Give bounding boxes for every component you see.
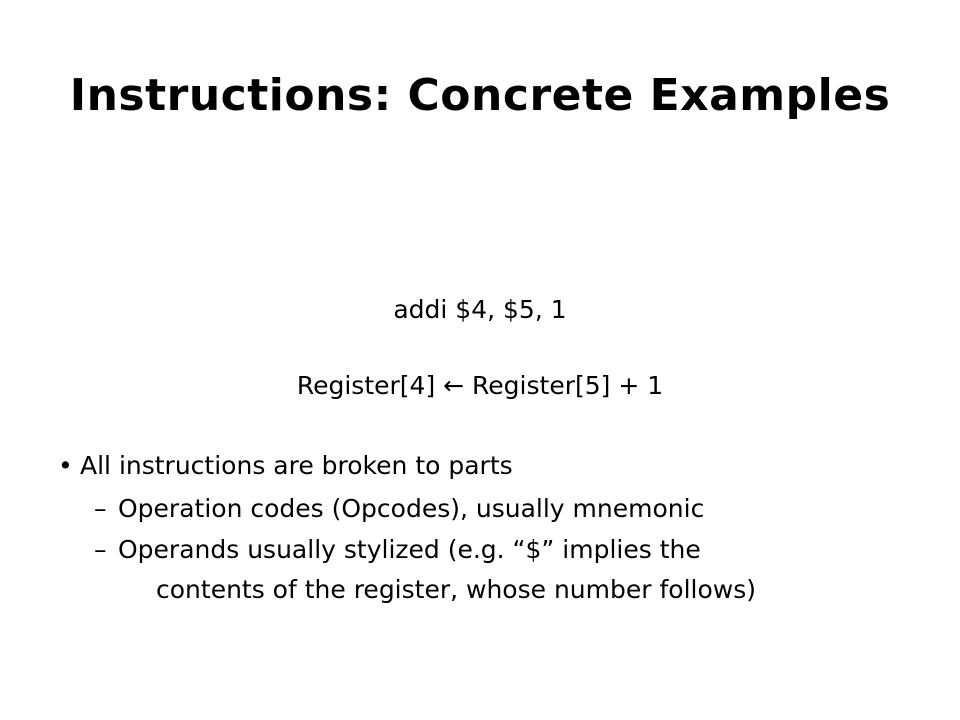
sub-item-continuation: contents of the register, whose number follows) [156,575,756,604]
example-semantics: Register[4] ← Register[5] + 1 [296,371,664,400]
sub-item-marker: – [94,494,107,523]
slide-title: Instructions: Concrete Examples [69,70,891,121]
sub-item-marker: – [94,535,107,564]
sub-item-opcodes [94,492,704,526]
sub-item-text: Operation codes (Opcodes), usually mnemonic [118,494,705,523]
sub-item-text: Operands usually stylized (e.g. “$” implies the [118,535,701,564]
bullet-text: All instructions are broken to parts [80,451,513,480]
sub-item-operands [94,533,701,567]
example-instruction: addi $4, $5, 1 [393,295,567,324]
bullet-item [58,449,513,483]
bullet-marker: • [58,451,73,480]
